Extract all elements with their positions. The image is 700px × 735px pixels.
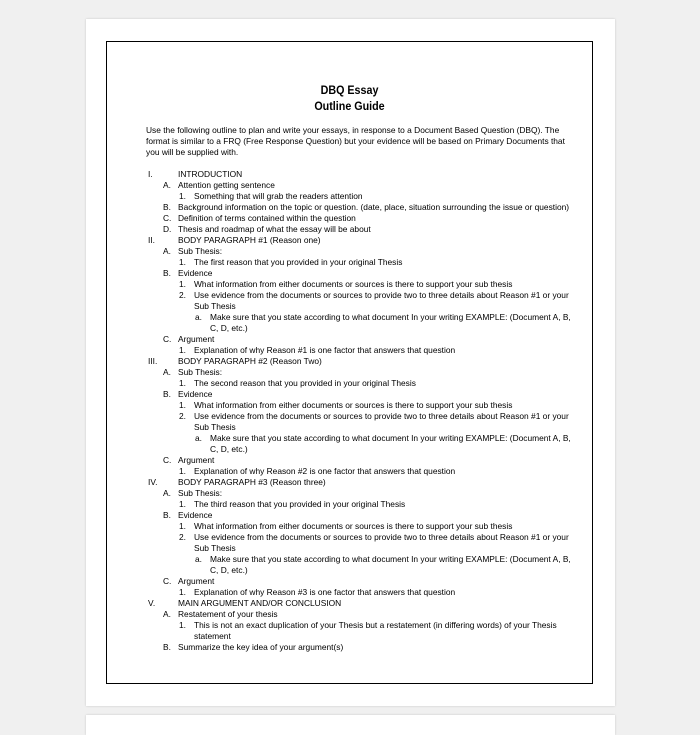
outline-item-text: What information from either documents or sources is there to support your sub thesis	[194, 400, 513, 410]
outline-marker: B.	[163, 268, 171, 278]
next-page-edge	[86, 715, 615, 735]
outline-marker: 1.	[179, 620, 186, 630]
outline-item-text: What information from either documents or sources is there to support your sub thesis	[194, 521, 513, 531]
outline-item-text: Argument	[178, 334, 215, 344]
outline-marker: IV.	[148, 477, 158, 487]
outline-marker: 1.	[179, 378, 186, 388]
outline-marker: B.	[163, 389, 171, 399]
outline-marker: 1.	[179, 521, 186, 531]
outline-marker: 1.	[179, 191, 186, 201]
outline-item-text: Explanation of why Reason #3 is one factor that answers that question	[194, 587, 456, 597]
title-line-2: Outline Guide	[314, 99, 385, 113]
outline-marker: a.	[195, 433, 202, 443]
outline-marker: 2.	[179, 411, 186, 421]
intro-paragraph: Use the following outline to plan and write your essays, in response to a Document Based Question (DBQ). The format is similar to a FRQ (Free Response Question) but your evidence will be based on Primary Documents that you will be supplied with.	[146, 125, 565, 157]
outline-item-text: Make sure that you state according to what document In your writing EXAMPLE: (Document A, B, C, D, etc.)	[210, 433, 571, 454]
title-line-1: DBQ Essay	[320, 83, 379, 97]
outline-item-text: Sub Thesis:	[178, 246, 223, 256]
outline-marker: III.	[148, 356, 158, 366]
outline-marker: C.	[163, 455, 172, 465]
outline-marker: C.	[163, 334, 172, 344]
outline-item-text: Sub Thesis:	[178, 367, 223, 377]
outline-marker: B.	[163, 510, 171, 520]
outline-item-text: Evidence	[178, 389, 213, 399]
outline-marker: II.	[148, 235, 155, 245]
outline-marker: C.	[163, 213, 172, 223]
outline-marker: D.	[163, 224, 172, 234]
outline-marker: a.	[195, 312, 202, 322]
outline-item-text: Explanation of why Reason #1 is one factor that answers that question	[194, 345, 456, 355]
outline-item-text: Evidence	[178, 268, 213, 278]
outline-marker: A.	[163, 180, 171, 190]
outline-marker: A.	[163, 246, 171, 256]
outline-item-text: Something that will grab the readers attention	[194, 191, 363, 201]
outline-marker: C.	[163, 576, 172, 586]
outline-item-text: What information from either documents or sources is there to support your sub thesis	[194, 279, 513, 289]
outline-item-text: BODY PARAGRAPH #1 (Reason one)	[178, 235, 321, 245]
outline-item-text: Restatement of your thesis	[178, 609, 278, 619]
outline-marker: V.	[148, 598, 156, 608]
document-page	[86, 19, 615, 706]
outline-marker: A.	[163, 488, 171, 498]
outline-item-text: Definition of terms contained within the question	[178, 213, 356, 223]
outline-marker: 1.	[179, 257, 186, 267]
outline-marker: a.	[195, 554, 202, 564]
outline-item-text: BODY PARAGRAPH #3 (Reason three)	[178, 477, 326, 487]
outline-marker: 2.	[179, 290, 186, 300]
outline-item-text: Explanation of why Reason #2 is one factor that answers that question	[194, 466, 456, 476]
outline-item-text: Argument	[178, 576, 215, 586]
outline-item-text: Make sure that you state according to what document In your writing EXAMPLE: (Document A, B, C, D, etc.)	[210, 554, 571, 575]
outline-marker: A.	[163, 367, 171, 377]
outline-item-text: Summarize the key idea of your argument(s)	[178, 642, 344, 652]
outline-marker: 1.	[179, 587, 186, 597]
outline-item-text: This is not an exact duplication of your Thesis but a restatement (in differing words) of your Thesis statement	[194, 620, 557, 641]
outline-item-text: MAIN ARGUMENT AND/OR CONCLUSION	[178, 598, 342, 608]
outline-item-text: Attention getting sentence	[178, 180, 275, 190]
outline-item-text: Use evidence from the documents or sources to provide two to three details about Reason #1 or your Sub Thesis	[194, 532, 569, 553]
outline-item-text: BODY PARAGRAPH #2 (Reason Two)	[178, 356, 322, 366]
outline-marker: 1.	[179, 466, 186, 476]
outline-marker: 2.	[179, 532, 186, 542]
outline-marker: 1.	[179, 499, 186, 509]
outline-item-text: Thesis and roadmap of what the essay will be about	[178, 224, 371, 234]
outline-item-text: Evidence	[178, 510, 213, 520]
outline-item-text: Background information on the topic or question. (date, place, situation surrounding the issue or question)	[178, 202, 570, 212]
outline-item-text: INTRODUCTION	[178, 169, 243, 179]
outline-item-text: Argument	[178, 455, 215, 465]
outline-item-text: The second reason that you provided in your original Thesis	[194, 378, 416, 388]
outline-marker: 1.	[179, 400, 186, 410]
outline-marker: A.	[163, 609, 171, 619]
outline-item-text: Use evidence from the documents or sources to provide two to three details about Reason #1 or your Sub Thesis	[194, 290, 569, 311]
outline-marker: 1.	[179, 345, 186, 355]
outline-item-text: Sub Thesis:	[178, 488, 223, 498]
outline-item-text: The third reason that you provided in your original Thesis	[194, 499, 406, 509]
outline-item-text: Make sure that you state according to what document In your writing EXAMPLE: (Document A, B, C, D, etc.)	[210, 312, 571, 333]
outline-item-text: Use evidence from the documents or sources to provide two to three details about Reason #1 or your Sub Thesis	[194, 411, 569, 432]
outline-marker: B.	[163, 642, 171, 652]
outline-marker: I.	[148, 169, 153, 179]
outline-item-text: The first reason that you provided in your original Thesis	[194, 257, 403, 267]
outline-marker: B.	[163, 202, 171, 212]
outline-marker: 1.	[179, 279, 186, 289]
